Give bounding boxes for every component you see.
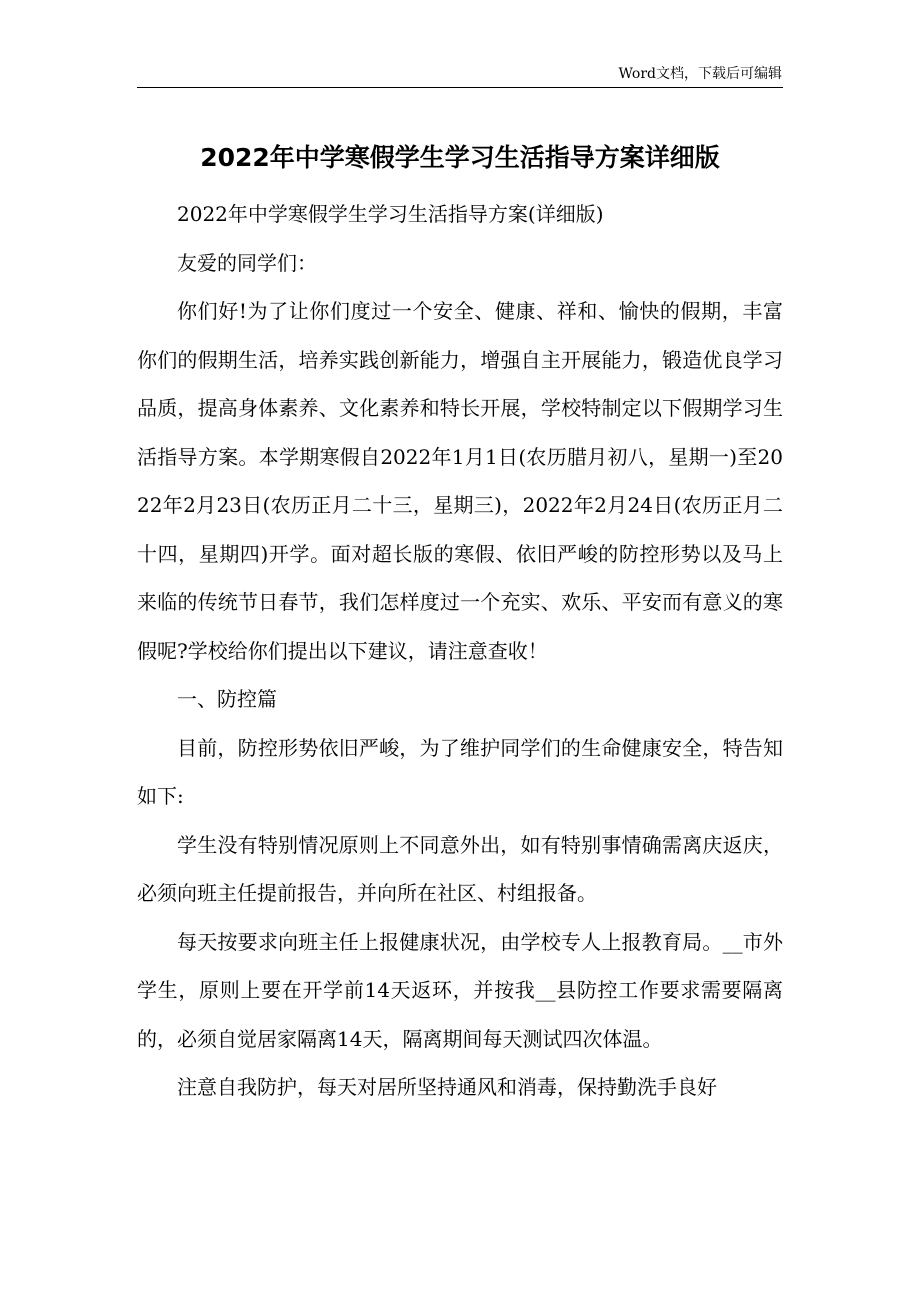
paragraph-subtitle: 2022年中学寒假学生学习生活指导方案(详细版) xyxy=(177,202,604,226)
document-body xyxy=(137,190,783,1112)
paragraph-greeting: 友爱的同学们： xyxy=(177,250,317,275)
paragraph-health-report: 每天按要求向班主任上报健康状况，由学校专人上报教育局。__市外学生，原则上要在开学前14天返环，并按我__县防控工作要求需要隔离的，必须自觉居家隔离14天，隔离期间每天测试四次体温。 xyxy=(137,929,783,1051)
paragraph-prevention-notice: 目前，防控形势依旧严峻，为了维护同学们的生命健康安全，特告知如下: xyxy=(137,735,783,808)
paragraph-intro: 你们好!为了让你们度过一个安全、健康、祥和、愉快的假期，丰富你们的假期生活，培养实践创新能力，增强自主开展能力，锻造优良学习品质，提高身体素养、文化素养和特长开展，学校特制定以下假期学习生活指导方案。本学期寒假自2022年1月1日(农历腊月初八，星期一)至2022年2月23日(农历正月二十三，星期三)，2022年2月24日(农历正月二十四，星期四)开学。面对超长版的寒假、依旧严峻的防控形势以及马上来临的传统节日春节，我们怎样度过一个充实、欢乐、平安而有意义的寒假呢?学校给你们提出以下建议，请注意查收！ xyxy=(137,299,783,663)
paragraph-self-protection: 注意自我防护，每天对居所坚持通风和消毒，保持勤洗手良好 xyxy=(177,1075,717,1099)
header-divider xyxy=(137,87,783,88)
section-heading-prevention: 一、防控篇 xyxy=(177,687,277,711)
document-title: 2022年中学寒假学生学习生活指导方案详细版 xyxy=(200,143,720,172)
header-note: Word文档，下载后可编辑 xyxy=(618,66,782,82)
paragraph-travel-rule: 学生没有特别情况原则上不同意外出，如有特别事情确需离庆返庆，必须向班主任提前报告，并向所在社区、村组报备。 xyxy=(137,832,783,905)
